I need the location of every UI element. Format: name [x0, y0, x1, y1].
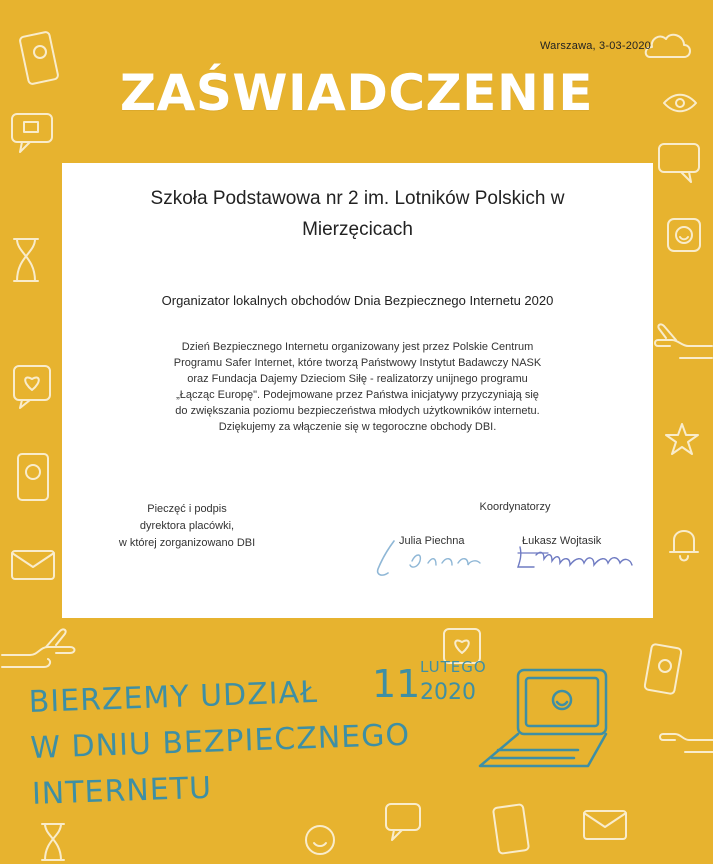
- event-slogan-line: W DNIU BEZPIECZNEGO: [29, 717, 411, 766]
- chat-bubble-icon: [655, 140, 707, 186]
- director-sign-line: w której zorganizowano DBI: [118, 537, 256, 549]
- certificate-card: [62, 163, 653, 618]
- signature-1: [372, 535, 492, 581]
- hourglass-icon: [36, 820, 70, 864]
- director-signature-block: [62, 501, 312, 552]
- certificate-body: [102, 339, 613, 435]
- organizer-role: Organizator lokalnych obchodów Dnia Bezpiecznego Internetu 2020: [161, 293, 554, 308]
- body-line: do zwiększania poziomu bezpieczeństwa młodych użytkowników internetu.: [175, 405, 540, 417]
- smiley-icon: [300, 820, 340, 860]
- phone-icon: [640, 640, 690, 700]
- event-year: 2020: [420, 680, 476, 705]
- smiley-icon: [664, 215, 706, 257]
- coordinator-name-2: Łukasz Wojtasik: [522, 535, 602, 547]
- body-line: Dzień Bezpiecznego Internetu organizowany jest przez Polskie Centrum: [181, 341, 534, 353]
- school-name-line-1: Szkoła Podstawowa nr 2 im. Lotników Polskich w: [150, 188, 565, 209]
- director-sign-line: Pieczęć i podpis: [147, 503, 227, 515]
- envelope-icon: [580, 805, 634, 845]
- event-slogan: [28, 667, 412, 818]
- phone-icon: [490, 800, 534, 860]
- laptop-icon: [468, 660, 638, 780]
- hourglass-icon: [8, 235, 44, 285]
- chat-bubble-icon: [382, 800, 428, 846]
- hand-icon: [0, 625, 90, 675]
- smiley-icon: [14, 450, 54, 506]
- certificate-title: ZAŚWIADCZENIE: [119, 64, 594, 122]
- body-line: „Łącząc Europę". Podejmowane przez Państwa inicjatywy przyczyniają się: [176, 389, 539, 401]
- signature-2: [514, 539, 638, 575]
- school-name-line-2: Mierzęcicach: [302, 219, 413, 240]
- event-slogan-line: BIERZEMY UDZIAŁ: [28, 674, 319, 720]
- hand-icon: [652, 320, 713, 370]
- body-line: oraz Fundacja Dajemy Dzieciom Siłę - realizatorzy unijnego programu: [187, 373, 528, 385]
- coordinators-label: Koordynatorzy: [479, 501, 551, 513]
- coordinator-name-1: Julia Piechna: [399, 535, 465, 547]
- event-slogan-line: INTERNETU: [31, 770, 213, 812]
- body-line: Programu Safer Internet, które tworzą Państwowy Instytut Badawczy NASK: [173, 357, 542, 369]
- star-icon: [662, 420, 702, 460]
- city-date: Warszawa, 3-03-2020: [540, 40, 651, 52]
- event-month: LUTEGO: [420, 658, 487, 676]
- bell-icon: [664, 520, 704, 564]
- heart-icon: [10, 362, 56, 412]
- body-line: Dziękujemy za włączenie się w tegoroczne obchody DBI.: [218, 421, 497, 433]
- envelope-icon: [8, 545, 60, 585]
- hand-icon: [655, 720, 713, 760]
- school-name: [92, 183, 623, 245]
- director-sign-line: dyrektora placówki,: [139, 520, 235, 532]
- event-day: 11: [372, 662, 421, 706]
